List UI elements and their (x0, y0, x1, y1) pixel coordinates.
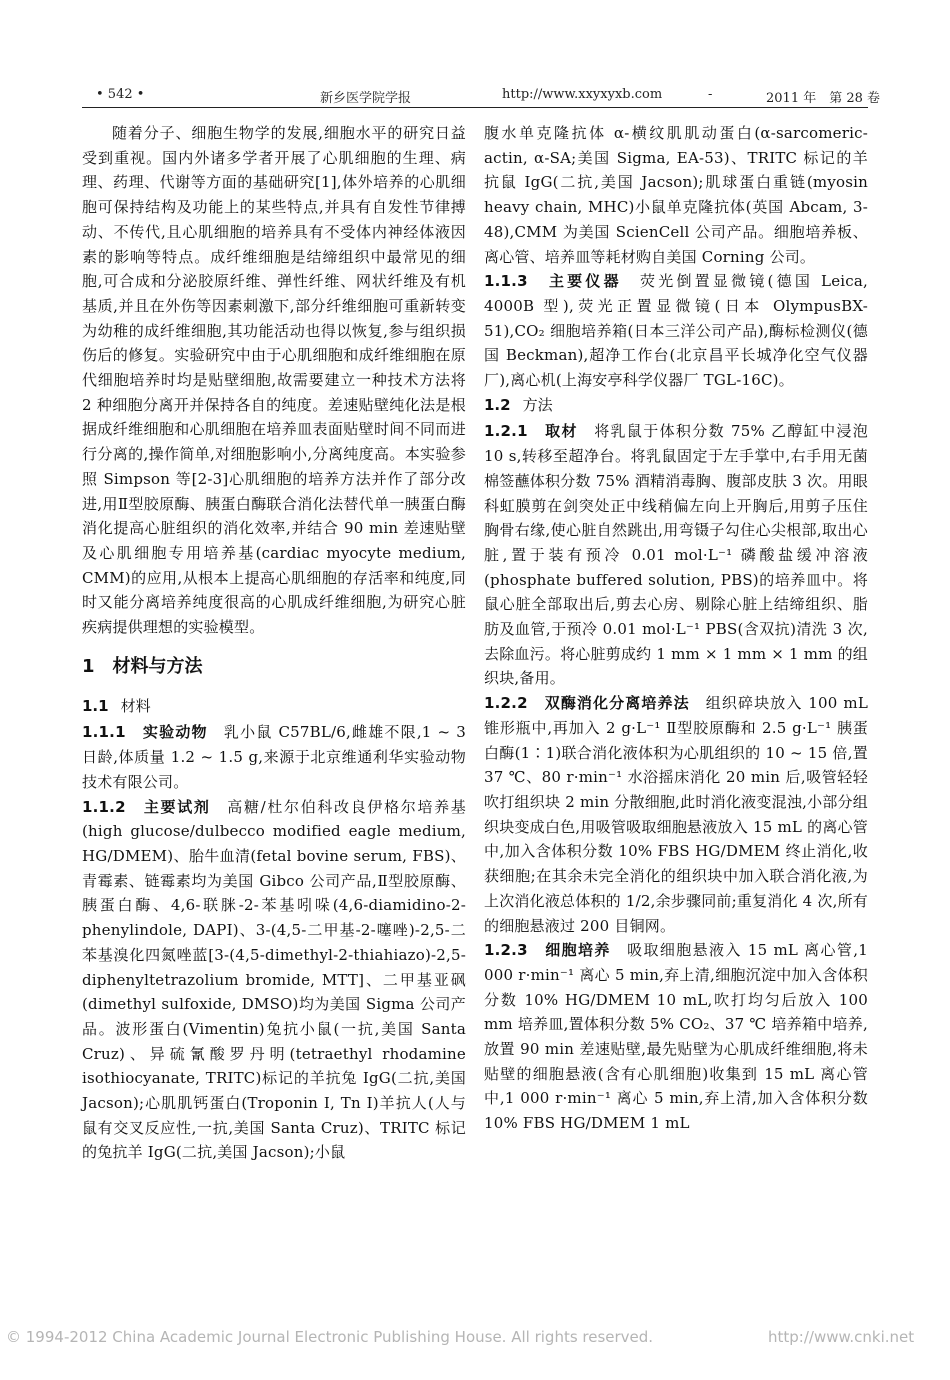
intro-paragraph: 随着分子、细胞生物学的发展,细胞水平的研究日益受到重视。国内外诸多学者开展了心肌细胞的生理、病理、药理、代谢等方面的基础研究[1],体外培养的心肌细胞可保持结构及功能上的某些特点,并具有自发性节律搏动、不传代,且心肌细胞的培养具有不受体内神经体液因素的影响等特点。成纤维细胞是结缔组织中最常见的细胞,可合成和分泌胶原纤维、弹性纤维、网状纤维及有机基质,并且在外伤等因素刺激下,部分纤维细胞可重新转变为幼稚的成纤维细胞,其功能活动也得以恢复,参与组织损伤后的修复。实验研究中由于心肌细胞和成纤维细胞在原代细胞培养时均是贴壁细胞,故需要建立一种技术方法将 2 种细胞分离开并保持各自的纯度。差速贴壁纯化法是根据成纤维细胞和心肌细胞在培养皿表面贴壁时间不同而进行分离的,操作简单,对细胞影响小,分离纯度高。本实验参照 Simpson 等[2-3]心肌细胞的培养方法并作了部分改进,用Ⅱ型胶原酶、胰蛋白酶联合消化法替代单一胰蛋白酶消化提高心脏组织的消化效率,并结合 90 min 差速贴壁及心肌细胞专用培养基(cardiac myocyte medium, CMM)的应用,从根本上提高心肌细胞的存活率和纯度,同时又能分离培养纯度很高的心肌成纤维细胞,为研究心脏疾病提供理想的实验模型。 (82, 124, 466, 637)
subsection-number: 1.1 (82, 696, 109, 715)
section-title: 材料与方法 (112, 655, 203, 677)
left-column (82, 121, 466, 1165)
header-dash: - (708, 87, 713, 102)
running-header (82, 84, 881, 106)
subsection-title: 方法 (522, 395, 553, 414)
journal-name: 新乡医学院学报 (320, 91, 412, 106)
year-volume: 2011 年 第 28 卷 (766, 91, 881, 106)
copyright-notice: © 1994-2012 China Academic Journal Electronic Publishing House. All rights reserved. (6, 1328, 654, 1346)
right-column (484, 121, 868, 1136)
paragraph-body: 高糖/杜尔伯科改良伊格尔培养基(high glucose/dulbecco modified eagle medium, HG/DMEM)、胎牛血清(fetal bovine serum, FBS)、青霉素、链霉素均为美国 Gibco 公司产品,Ⅱ型胶原酶、胰蛋白酶、4,6-联脒-2-苯基吲哚(4,6-diamidino-2-phenylindole, DAPI)、3-(4,5-二甲基-2-噻唑)-2,5-二苯基溴化四氮唑蓝[3-(4,5-dimethyl-2-thiahiazo)-2,5-diphenyltetrazolium bromide, MTT]、二甲基亚砜(dimethyl sulfoxide, DMSO)均为美国 Sigma 公司产品。波形蛋白(Vimentin)兔抗小鼠(一抗,美国 Santa Cruz)、异硫氰酸罗丹明(tetraethyl rhodamine isothiocyanate, TRITC)标记的羊抗兔 IgG(二抗,美国 Jacson);心肌肌钙蛋白(Troponin I, Tn I)羊抗人(人与鼠有交叉反应性,一抗,美国 Santa Cruz)、TRITC 标记的兔抗羊 IgG(二抗,美国 Jacson);小鼠 (82, 797, 466, 1162)
page-footer (0, 1328, 950, 1348)
section-number: 1 (82, 655, 95, 677)
paragraph-1-1-1 (82, 720, 466, 794)
paragraph-heading: 1.2.2 双酶消化分离培养法 (484, 694, 690, 713)
cnki-link[interactable]: http://www.cnki.net (768, 1328, 915, 1346)
subsection-title: 材料 (120, 696, 151, 715)
page-number: • 542 • (96, 87, 145, 102)
paragraph-1-2-3 (484, 938, 868, 1136)
paragraph-body: 乳小鼠 C57BL/6,雌雄不限,1 ~ 3 日龄,体质量 1.2 ~ 1.5 g,来源于北京维通利华实验动物技术有限公司。 (82, 723, 466, 791)
section-heading-1 (82, 654, 466, 680)
paragraph-1-1-2 (82, 795, 466, 1166)
paragraph-body: 吸取细胞悬液入 15 mL 离心管,1 000 r·min⁻¹ 离心 5 min,弃上清,细胞沉淀中加入含体积分数 10% HG/DMEM 10 mL,吹打均匀后放入 100 mm 培养皿,置体积分数 5% CO₂、37 ℃ 培养箱中培养,放置 90 min 差速贴壁,最先贴壁为心肌成纤维细胞,将未贴壁的细胞悬液(含有心肌细胞)收集到 15 mL 离心管中,1 000 r·min⁻¹ 离心 5 min,弃上清,加入含体积分数 10% FBS HG/DMEM 1 mL (484, 941, 868, 1133)
journal-url[interactable]: http://www.xxyxyxb.com (502, 87, 663, 102)
paragraph-continued: 腹水单克隆抗体 α-横纹肌肌动蛋白(α-sarcomeric-actin, α-SA;美国 Sigma, EA-53)、TRITC 标记的羊抗鼠 IgG(二抗,美国 Jacson);肌球蛋白重链(myosin heavy chain, MHC)小鼠单克隆抗体(英国 Abcam, 3-48),CMM 为美国 ScienCell 公司产品。细胞培养板、离心管、培养皿等耗材购自美国 Corning 公司。 (484, 124, 868, 266)
paragraph-1-1-3 (484, 269, 868, 393)
paragraph-1-2-2 (484, 691, 868, 938)
subsection-heading-1-1 (82, 694, 466, 719)
paragraph-heading: 1.2.1 取材 (484, 422, 578, 441)
paragraph-body: 组织碎块放入 100 mL 锥形瓶中,再加入 2 g·L⁻¹ Ⅱ型胶原酶和 2.5 g·L⁻¹ 胰蛋白酶(1∶1)联合消化液体积为心肌组织的 10 ~ 15 倍,置 37 ℃、80 r·min⁻¹ 水浴摇床消化 20 min 后,吸管轻轻吹打组织块 2 min 分散细胞,此时消化液变混浊,小部分组织块变成白色,用吸管吸取细胞悬液放入 15 mL 的离心管中,加入含体积分数 10% FBS HG/DMEM 终止消化,收获细胞;在其余未完全消化的组织块中加入联合消化液,为上次消化液总体积的 1/2,余步骤同前;重复消化 4 次,所有的细胞悬液过 200 目铜网。 (484, 694, 868, 935)
paragraph-heading: 1.1.2 主要试剂 (82, 797, 211, 816)
subsection-heading-1-2 (484, 393, 868, 418)
paragraph-1-2-1 (484, 419, 868, 691)
paragraph-heading: 1.1.1 实验动物 (82, 723, 208, 742)
paragraph-heading: 1.1.3 主要仪器 (484, 272, 622, 291)
paragraph-body: 将乳鼠于体积分数 75% 乙醇缸中浸泡 10 s,转移至超净台。将乳鼠固定于左手掌中,右手用无菌棉签蘸体积分数 75% 酒精消毒胸、腹部皮肤 3 次。用眼科虹膜剪在剑突处正中线稍偏左向上开胸后,用剪子压住胸骨右缘,使心脏自然跳出,用弯镊子勾住心尖根部,取出心脏,置于装有预冷 0.01 mol·L⁻¹ 磷酸盐缓冲溶液(phosphate buffered solution, PBS)的培养皿中。将鼠心脏全部取出后,剪去心房、剔除心脏上结缔组织、脂肪及血管,于预冷 0.01 mol·L⁻¹ PBS(含双抗)清洗 3 次,去除血污。将心脏剪成约 1 mm × 1 mm × 1 mm 的组织块,备用。 (484, 422, 868, 688)
paragraph-body: 荧光倒置显微镜(德国 Leica, 4000B 型),荧光正置显微镜(日本 OlympusBX-51),CO₂ 细胞培养箱(日本三洋公司产品),酶标检测仪(德国 Beckman),超净工作台(北京昌平长城净化空气仪器厂),离心机(上海安亭科学仪器厂 TGL-16C)。 (484, 272, 868, 390)
paragraph-heading: 1.2.3 细胞培养 (484, 941, 611, 960)
subsection-number: 1.2 (484, 395, 511, 414)
header-rule (82, 107, 868, 108)
